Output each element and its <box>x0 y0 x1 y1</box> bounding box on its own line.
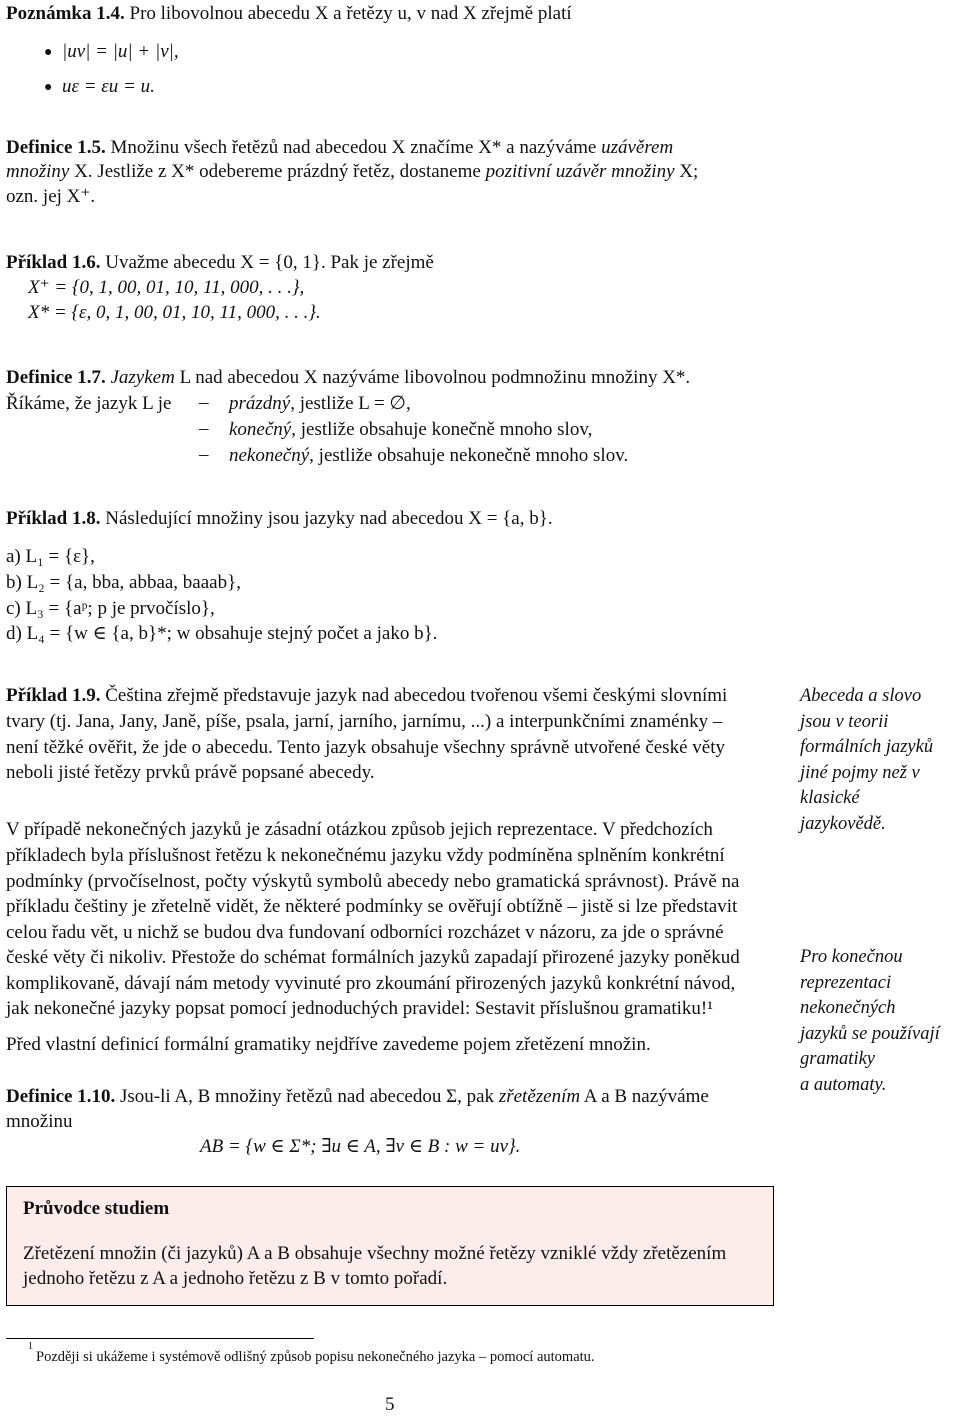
example-1-9-line-3: není těžké ověřit, že jde o abecedu. Tento jazyk obsahuje všechny správně utvořené české věty <box>6 737 725 758</box>
margin-note-line: nekonečných <box>800 998 896 1018</box>
definition-term: prázdný <box>229 393 291 414</box>
example-1-8-item-c: c) L₃ = {aᵖ; p je prvočíslo}, <box>6 598 215 619</box>
definition-text: Množinu všech řetězů nad abecedou X značíme X* a nazýváme <box>105 137 602 158</box>
definition-term: uzávěrem <box>601 137 674 158</box>
remark-1-4 <box>6 2 572 26</box>
footnote-rule <box>6 1338 314 1339</box>
study-guide-box <box>6 1186 774 1306</box>
example-label: Příklad 1.8. <box>6 508 101 529</box>
bullet-item-2: uε = εu = u. <box>62 76 155 97</box>
definition-1-7-item-2 <box>229 418 592 442</box>
paragraph-line-1: V případě nekonečných jazyků je zásadní otázkou způsob jejich reprezentace. V předchozích <box>6 819 713 840</box>
paragraph-line-7: komplikovaně, dávají nám metody vyvinuté pro zkoumání přirozených jazyků konkrétní návod, <box>6 973 736 994</box>
example-1-8-item-d: d) L₄ = {w ∈ {a, b}*; w obsahuje stejný počet a jako b}. <box>6 623 438 644</box>
paragraph-line-4: příkladu češtiny je zřetelně vidět, že některé podmínky se ověřují obtížně – jistě si lze představit <box>6 896 738 917</box>
page-number: 5 <box>385 1394 395 1415</box>
definition-term: Jazykem <box>105 367 175 388</box>
definition-term: nekonečný <box>229 445 310 466</box>
definition-1-5-line-3: ozn. jej X⁺. <box>6 186 96 207</box>
definition-term: pozitivní uzávěr množiny <box>485 161 675 182</box>
dash-icon: – <box>199 418 209 439</box>
paragraph-line-2: příkladech byla příslušnost řetězu k nekonečnému jazyku vždy podmíněna splněním konkrétní <box>6 845 725 866</box>
dash-icon: – <box>199 392 209 413</box>
example-text: Čeština zřejmě představuje jazyk nad abecedou tvořenou všemi českými slovními <box>100 685 728 706</box>
footnote-text: Později si ukážeme i systémově odlišný způsob popisu nekonečného jazyka – pomocí automatu. <box>36 1348 595 1365</box>
definition-label: Definice 1.7. <box>6 367 106 388</box>
example-1-8-item-b: b) L₂ = {a, bba, abbaa, baaab}, <box>6 572 241 593</box>
paragraph-line-5: celou řadu vět, u nichž se budou dva fundovaní odborníci rozcházet v názoru, za jde o správné <box>6 922 724 943</box>
margin-note-line: Abeceda a slovo <box>800 686 922 706</box>
definition-1-5-line-2 <box>6 160 698 184</box>
example-1-6 <box>6 251 434 275</box>
definition-term: množiny <box>6 161 70 182</box>
remark-text: Pro libovolnou abecedu X a řetězy u, v nad X zřejmě platí <box>124 3 572 24</box>
example-1-9-line-2: tvary (tj. Jana, Jany, Janě, píše, psala, jarní, jarního, jarnímu, ...) a interpunkčními znaménky – <box>6 711 723 732</box>
example-1-6-formula-2: X* = {ε, 0, 1, 00, 01, 10, 11, 000, . . .}. <box>28 302 321 323</box>
paragraph-line-8: jak nekonečné jazyky popsat pomocí jednoduchých pravidel: Sestavit příslušnou gramatiku!¹ <box>6 998 713 1019</box>
example-label: Příklad 1.6. <box>6 252 101 273</box>
example-1-9-line-1 <box>6 684 727 708</box>
definition-term: konečný <box>229 419 292 440</box>
remark-label: Poznámka 1.4. <box>6 3 125 24</box>
margin-note-line: jsou v teorii <box>800 711 889 732</box>
definition-text: , jestliže L = ∅, <box>290 393 411 414</box>
margin-note-line: jazykovědě. <box>800 813 886 834</box>
definition-1-7 <box>6 366 690 390</box>
definition-text: X. Jestliže z X* odebereme prázdný řetěz, dostaneme <box>69 161 486 182</box>
study-guide-line-2: jednoho řetězu z A a jednoho řetězu z B v tomto pořadí. <box>23 1268 448 1289</box>
example-1-6-formula-1: X⁺ = {0, 1, 00, 01, 10, 11, 000, . . .}, <box>28 277 305 298</box>
example-label: Příklad 1.9. <box>6 685 101 706</box>
definition-text: L nad abecedou X nazýváme libovolnou podmnožinu množiny X*. <box>174 367 691 388</box>
margin-note-line: jiné pojmy než v <box>800 762 920 783</box>
concatenation-formula: AB = {w ∈ Σ*; ∃u ∈ A, ∃v ∈ B : w = uv}. <box>200 1136 521 1157</box>
example-text: Uvažme abecedu X = {0, 1}. Pak je zřejmě <box>100 252 434 273</box>
definition-text: A a B nazýváme <box>580 1086 709 1107</box>
intro-concatenation: Před vlastní definicí formální gramatiky nejdříve zavedeme pojem zřetězení množin. <box>6 1034 651 1055</box>
margin-note-line: reprezentaci <box>800 972 892 993</box>
definition-text: , jestliže obsahuje konečně mnoho slov, <box>291 419 593 440</box>
definition-1-10-line-2: množinu <box>6 1111 73 1132</box>
definition-1-5-line-1 <box>6 136 673 160</box>
margin-note-line: a automaty. <box>800 1074 887 1095</box>
study-guide-line-1: Zřetězení množin (či jazyků) A a B obsahuje všechny možné řetězy vzniklé vždy zřetězením <box>23 1243 727 1264</box>
definition-term: zřetězením <box>498 1086 581 1107</box>
paragraph-line-3: podmínky (prvočíselnost, počty výskytů symbolů abecedy nebo gramatická správnost). Právě na <box>6 871 740 892</box>
definition-1-7-item-3 <box>229 444 628 468</box>
margin-note-1 <box>800 684 960 837</box>
bullet-icon: ● <box>44 45 53 60</box>
margin-note-line: klasické <box>800 788 860 808</box>
definition-text: Jsou-li A, B množiny řetězů nad abecedou Σ, pak <box>115 1086 499 1107</box>
definition-label: Definice 1.5. <box>6 137 106 158</box>
example-1-8 <box>6 507 553 531</box>
definition-label: Definice 1.10. <box>6 1086 116 1107</box>
bullet-icon: ● <box>44 80 53 95</box>
example-1-9-line-4: neboli jisté řetězy prvků právě popsané abecedy. <box>6 762 375 783</box>
example-1-8-item-a: a) L₁ = {ε}, <box>6 546 95 567</box>
study-guide-title: Průvodce studiem <box>23 1198 170 1219</box>
definition-text: X; <box>674 161 699 182</box>
footnote <box>28 1341 595 1366</box>
bullet-item-1: |uv| = |u| + |v|, <box>62 41 179 62</box>
footnote-mark: 1 <box>28 1341 33 1352</box>
margin-note-line: gramatiky <box>800 1049 876 1069</box>
definition-1-7-item-1 <box>229 392 411 416</box>
margin-note-2 <box>800 945 960 1098</box>
margin-note-line: Pro konečnou <box>800 947 903 967</box>
paragraph-line-6: české věty či nikoliv. Přestože do schémat formálních jazyků zapadají přirozené jazyky poněkud <box>6 947 740 968</box>
dash-icon: – <box>199 444 209 465</box>
margin-note-line: formálních jazyků <box>800 737 934 757</box>
definition-1-10-line-1 <box>6 1085 709 1109</box>
margin-note-line: jazyků se používají <box>800 1023 940 1044</box>
example-text: Následující množiny jsou jazyky nad abecedou X = {a, b}. <box>100 508 553 529</box>
definition-text: , jestliže obsahuje nekonečně mnoho slov. <box>309 445 629 466</box>
definition-1-7-lead: Říkáme, že jazyk L je <box>6 393 172 414</box>
